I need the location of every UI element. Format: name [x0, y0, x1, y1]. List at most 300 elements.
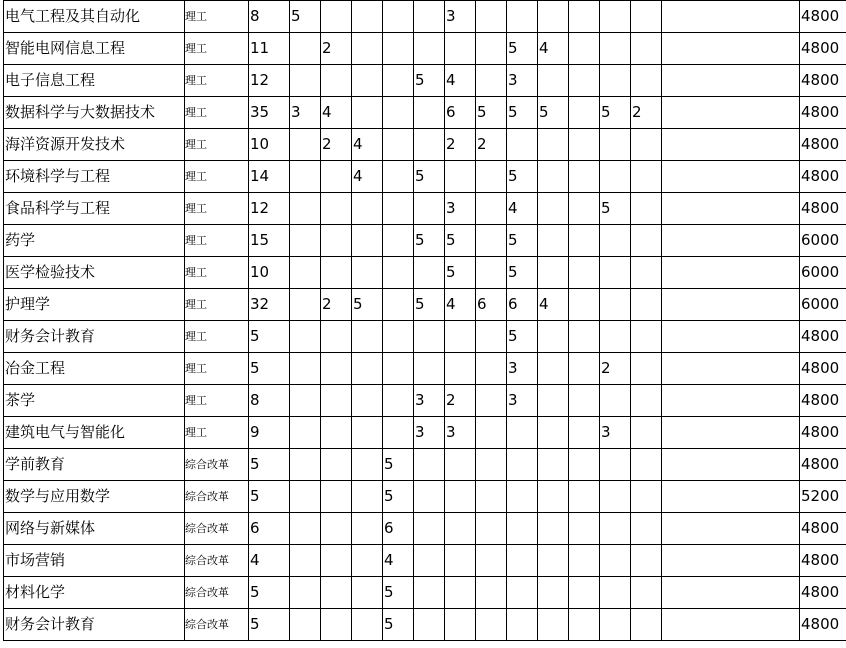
count-cell: [290, 289, 321, 321]
count-cell: [538, 513, 569, 545]
count-cell: 4: [445, 289, 476, 321]
fee-cell: 4800: [800, 545, 846, 577]
count-cell: [538, 225, 569, 257]
table-row: [4, 321, 846, 353]
count-cell: [631, 385, 662, 417]
count-cell: [569, 385, 600, 417]
count-cell: [569, 257, 600, 289]
total-cell: 9: [249, 417, 290, 449]
count-cell: [538, 193, 569, 225]
count-cell: [569, 129, 600, 161]
count-cell: 5: [476, 97, 507, 129]
count-cell: [290, 385, 321, 417]
count-cell: [600, 321, 631, 353]
count-cell: 5: [507, 257, 538, 289]
category-cell: 理工: [185, 257, 249, 289]
count-cell: [321, 449, 352, 481]
table-row: [4, 257, 846, 289]
count-cell: [383, 33, 414, 65]
count-cell: 2: [321, 129, 352, 161]
count-cell: 5: [507, 33, 538, 65]
count-cell: [414, 449, 445, 481]
count-cell: [569, 1, 600, 33]
count-cell: [290, 545, 321, 577]
blank-cell: [662, 129, 800, 161]
count-cell: [321, 385, 352, 417]
fee-cell: 6000: [800, 289, 846, 321]
count-cell: [538, 321, 569, 353]
count-cell: [352, 97, 383, 129]
count-cell: [290, 161, 321, 193]
count-cell: 6: [445, 97, 476, 129]
count-cell: [383, 257, 414, 289]
count-cell: [352, 257, 383, 289]
count-cell: [476, 353, 507, 385]
count-cell: [414, 129, 445, 161]
fee-cell: 4800: [800, 417, 846, 449]
count-cell: [631, 33, 662, 65]
count-cell: [569, 481, 600, 513]
count-cell: 5: [290, 1, 321, 33]
count-cell: [321, 193, 352, 225]
major-cell: 网络与新媒体: [4, 513, 185, 545]
table-row: [4, 225, 846, 257]
fee-cell: 4800: [800, 193, 846, 225]
count-cell: [476, 257, 507, 289]
count-cell: [414, 481, 445, 513]
count-cell: [569, 289, 600, 321]
major-cell: 海洋资源开发技术: [4, 129, 185, 161]
blank-cell: [662, 225, 800, 257]
count-cell: [352, 417, 383, 449]
count-cell: [538, 1, 569, 33]
count-cell: [569, 609, 600, 641]
category-cell: 综合改革: [185, 513, 249, 545]
count-cell: 4: [321, 97, 352, 129]
category-cell: 综合改革: [185, 481, 249, 513]
count-cell: 4: [538, 33, 569, 65]
count-cell: 5: [414, 161, 445, 193]
count-cell: [352, 65, 383, 97]
count-cell: [631, 161, 662, 193]
count-cell: [290, 65, 321, 97]
major-cell: 智能电网信息工程: [4, 33, 185, 65]
table-row: [4, 449, 846, 481]
count-cell: [414, 33, 445, 65]
count-cell: 5: [507, 321, 538, 353]
count-cell: [414, 577, 445, 609]
fee-cell: 4800: [800, 65, 846, 97]
count-cell: [321, 225, 352, 257]
count-cell: [476, 33, 507, 65]
count-cell: [445, 577, 476, 609]
major-cell: 冶金工程: [4, 353, 185, 385]
count-cell: [631, 225, 662, 257]
total-cell: 8: [249, 385, 290, 417]
count-cell: [631, 289, 662, 321]
total-cell: 10: [249, 257, 290, 289]
fee-cell: 4800: [800, 353, 846, 385]
count-cell: 3: [600, 417, 631, 449]
count-cell: [476, 481, 507, 513]
blank-cell: [662, 513, 800, 545]
count-cell: [290, 513, 321, 545]
count-cell: [445, 321, 476, 353]
major-cell: 电子信息工程: [4, 65, 185, 97]
count-cell: [352, 577, 383, 609]
table-row: [4, 385, 846, 417]
count-cell: [414, 545, 445, 577]
category-cell: 综合改革: [185, 577, 249, 609]
count-cell: 5: [507, 225, 538, 257]
count-cell: [445, 609, 476, 641]
count-cell: [569, 65, 600, 97]
count-cell: [631, 449, 662, 481]
count-cell: [600, 289, 631, 321]
count-cell: 3: [445, 1, 476, 33]
total-cell: 4: [249, 545, 290, 577]
major-cell: 茶学: [4, 385, 185, 417]
category-cell: 综合改革: [185, 609, 249, 641]
count-cell: [507, 1, 538, 33]
count-cell: [445, 481, 476, 513]
category-cell: 理工: [185, 161, 249, 193]
enrollment-plan-table: [3, 0, 846, 641]
category-cell: 理工: [185, 417, 249, 449]
count-cell: [569, 577, 600, 609]
count-cell: 5: [383, 481, 414, 513]
count-cell: [383, 225, 414, 257]
count-cell: 5: [383, 449, 414, 481]
count-cell: [569, 513, 600, 545]
blank-cell: [662, 289, 800, 321]
count-cell: [538, 609, 569, 641]
count-cell: 3: [290, 97, 321, 129]
count-cell: [507, 449, 538, 481]
blank-cell: [662, 97, 800, 129]
category-cell: 理工: [185, 65, 249, 97]
count-cell: [600, 449, 631, 481]
table-row: [4, 193, 846, 225]
count-cell: [352, 513, 383, 545]
count-cell: [476, 513, 507, 545]
count-cell: [569, 97, 600, 129]
count-cell: [321, 353, 352, 385]
count-cell: [290, 129, 321, 161]
count-cell: [414, 513, 445, 545]
category-cell: 综合改革: [185, 449, 249, 481]
count-cell: [476, 417, 507, 449]
total-cell: 8: [249, 1, 290, 33]
count-cell: [352, 449, 383, 481]
count-cell: [352, 353, 383, 385]
major-cell: 电气工程及其自动化: [4, 1, 185, 33]
count-cell: [321, 609, 352, 641]
count-cell: [507, 545, 538, 577]
count-cell: 4: [352, 129, 383, 161]
major-cell: 药学: [4, 225, 185, 257]
table-row: [4, 129, 846, 161]
table-row: [4, 161, 846, 193]
major-cell: 建筑电气与智能化: [4, 417, 185, 449]
count-cell: [383, 385, 414, 417]
count-cell: 2: [476, 129, 507, 161]
count-cell: 5: [507, 97, 538, 129]
category-cell: 理工: [185, 385, 249, 417]
blank-cell: [662, 1, 800, 33]
count-cell: [383, 353, 414, 385]
fee-cell: 4800: [800, 385, 846, 417]
blank-cell: [662, 193, 800, 225]
fee-cell: 4800: [800, 1, 846, 33]
count-cell: [600, 1, 631, 33]
total-cell: 5: [249, 577, 290, 609]
count-cell: [631, 353, 662, 385]
count-cell: [569, 161, 600, 193]
count-cell: 4: [538, 289, 569, 321]
count-cell: [631, 65, 662, 97]
table-row: [4, 513, 846, 545]
count-cell: [383, 321, 414, 353]
count-cell: [538, 545, 569, 577]
table-row: [4, 65, 846, 97]
count-cell: [631, 513, 662, 545]
count-cell: [290, 257, 321, 289]
count-cell: 5: [538, 97, 569, 129]
count-cell: [507, 129, 538, 161]
count-cell: [290, 417, 321, 449]
count-cell: [600, 609, 631, 641]
count-cell: [600, 545, 631, 577]
count-cell: [445, 161, 476, 193]
count-cell: [383, 417, 414, 449]
major-cell: 数据科学与大数据技术: [4, 97, 185, 129]
count-cell: [631, 577, 662, 609]
count-cell: [383, 1, 414, 33]
category-cell: 理工: [185, 289, 249, 321]
count-cell: [569, 225, 600, 257]
total-cell: 11: [249, 33, 290, 65]
major-cell: 食品科学与工程: [4, 193, 185, 225]
count-cell: [538, 65, 569, 97]
total-cell: 5: [249, 481, 290, 513]
count-cell: 5: [414, 65, 445, 97]
count-cell: [476, 193, 507, 225]
fee-cell: 6000: [800, 225, 846, 257]
count-cell: [352, 609, 383, 641]
count-cell: [538, 385, 569, 417]
count-cell: [631, 609, 662, 641]
major-cell: 财务会计教育: [4, 321, 185, 353]
count-cell: 5: [414, 289, 445, 321]
count-cell: [321, 577, 352, 609]
count-cell: [414, 1, 445, 33]
count-cell: 5: [600, 97, 631, 129]
count-cell: [538, 129, 569, 161]
blank-cell: [662, 417, 800, 449]
blank-cell: [662, 257, 800, 289]
count-cell: [414, 193, 445, 225]
count-cell: [631, 193, 662, 225]
count-cell: [445, 545, 476, 577]
table-row: [4, 577, 846, 609]
count-cell: 2: [445, 129, 476, 161]
count-cell: [600, 481, 631, 513]
count-cell: [600, 385, 631, 417]
count-cell: 3: [445, 193, 476, 225]
count-cell: [414, 257, 445, 289]
count-cell: [476, 385, 507, 417]
count-cell: [631, 321, 662, 353]
major-cell: 财务会计教育: [4, 609, 185, 641]
count-cell: 3: [507, 65, 538, 97]
table-row: [4, 481, 846, 513]
fee-cell: 4800: [800, 33, 846, 65]
count-cell: [538, 161, 569, 193]
count-cell: [445, 33, 476, 65]
count-cell: [538, 257, 569, 289]
count-cell: [476, 225, 507, 257]
count-cell: [631, 417, 662, 449]
count-cell: [445, 449, 476, 481]
blank-cell: [662, 65, 800, 97]
count-cell: [352, 385, 383, 417]
total-cell: 5: [249, 321, 290, 353]
count-cell: [569, 321, 600, 353]
category-cell: 理工: [185, 321, 249, 353]
count-cell: [321, 545, 352, 577]
table-row: [4, 97, 846, 129]
fee-cell: 4800: [800, 577, 846, 609]
table-row: [4, 353, 846, 385]
count-cell: [414, 353, 445, 385]
count-cell: 2: [631, 97, 662, 129]
fee-cell: 4800: [800, 161, 846, 193]
count-cell: [507, 481, 538, 513]
total-cell: 12: [249, 65, 290, 97]
count-cell: [321, 513, 352, 545]
count-cell: 5: [445, 225, 476, 257]
count-cell: 3: [507, 385, 538, 417]
table-row: [4, 609, 846, 641]
count-cell: [321, 1, 352, 33]
category-cell: 理工: [185, 193, 249, 225]
fee-cell: 5200: [800, 481, 846, 513]
count-cell: [321, 161, 352, 193]
count-cell: [600, 33, 631, 65]
count-cell: 6: [383, 513, 414, 545]
count-cell: [538, 353, 569, 385]
count-cell: [290, 481, 321, 513]
blank-cell: [662, 609, 800, 641]
count-cell: [383, 65, 414, 97]
count-cell: [352, 33, 383, 65]
count-cell: [383, 161, 414, 193]
count-cell: [290, 449, 321, 481]
count-cell: [600, 577, 631, 609]
blank-cell: [662, 161, 800, 193]
count-cell: [414, 321, 445, 353]
count-cell: [476, 449, 507, 481]
count-cell: [476, 1, 507, 33]
count-cell: [290, 609, 321, 641]
count-cell: [290, 33, 321, 65]
count-cell: [476, 609, 507, 641]
count-cell: [321, 257, 352, 289]
table-row: [4, 33, 846, 65]
count-cell: [414, 609, 445, 641]
category-cell: 综合改革: [185, 545, 249, 577]
count-cell: 4: [445, 65, 476, 97]
count-cell: 2: [600, 353, 631, 385]
table-row: [4, 289, 846, 321]
fee-cell: 4800: [800, 449, 846, 481]
major-cell: 护理学: [4, 289, 185, 321]
count-cell: [352, 225, 383, 257]
blank-cell: [662, 481, 800, 513]
category-cell: 理工: [185, 33, 249, 65]
total-cell: 5: [249, 609, 290, 641]
total-cell: 14: [249, 161, 290, 193]
count-cell: [352, 481, 383, 513]
major-cell: 数学与应用数学: [4, 481, 185, 513]
count-cell: 5: [414, 225, 445, 257]
count-cell: [600, 513, 631, 545]
count-cell: [476, 65, 507, 97]
table-row: [4, 417, 846, 449]
count-cell: [569, 33, 600, 65]
count-cell: [631, 257, 662, 289]
count-cell: [538, 449, 569, 481]
category-cell: 理工: [185, 225, 249, 257]
count-cell: 2: [445, 385, 476, 417]
count-cell: [445, 353, 476, 385]
count-cell: 5: [383, 609, 414, 641]
major-cell: 材料化学: [4, 577, 185, 609]
count-cell: [476, 161, 507, 193]
count-cell: [476, 577, 507, 609]
major-cell: 市场营销: [4, 545, 185, 577]
total-cell: 6: [249, 513, 290, 545]
count-cell: [290, 225, 321, 257]
count-cell: 5: [352, 289, 383, 321]
count-cell: [290, 577, 321, 609]
total-cell: 5: [249, 353, 290, 385]
fee-cell: 4800: [800, 513, 846, 545]
count-cell: 4: [507, 193, 538, 225]
count-cell: [414, 97, 445, 129]
category-cell: 理工: [185, 353, 249, 385]
count-cell: [352, 1, 383, 33]
count-cell: [321, 65, 352, 97]
count-cell: [569, 417, 600, 449]
blank-cell: [662, 545, 800, 577]
table-row: [4, 1, 846, 33]
count-cell: [569, 353, 600, 385]
count-cell: 4: [383, 545, 414, 577]
blank-cell: [662, 449, 800, 481]
major-cell: 医学检验技术: [4, 257, 185, 289]
count-cell: [538, 577, 569, 609]
count-cell: [383, 129, 414, 161]
count-cell: [600, 65, 631, 97]
count-cell: [538, 481, 569, 513]
count-cell: [600, 161, 631, 193]
count-cell: [600, 257, 631, 289]
count-cell: [631, 481, 662, 513]
count-cell: [600, 225, 631, 257]
major-cell: 环境科学与工程: [4, 161, 185, 193]
